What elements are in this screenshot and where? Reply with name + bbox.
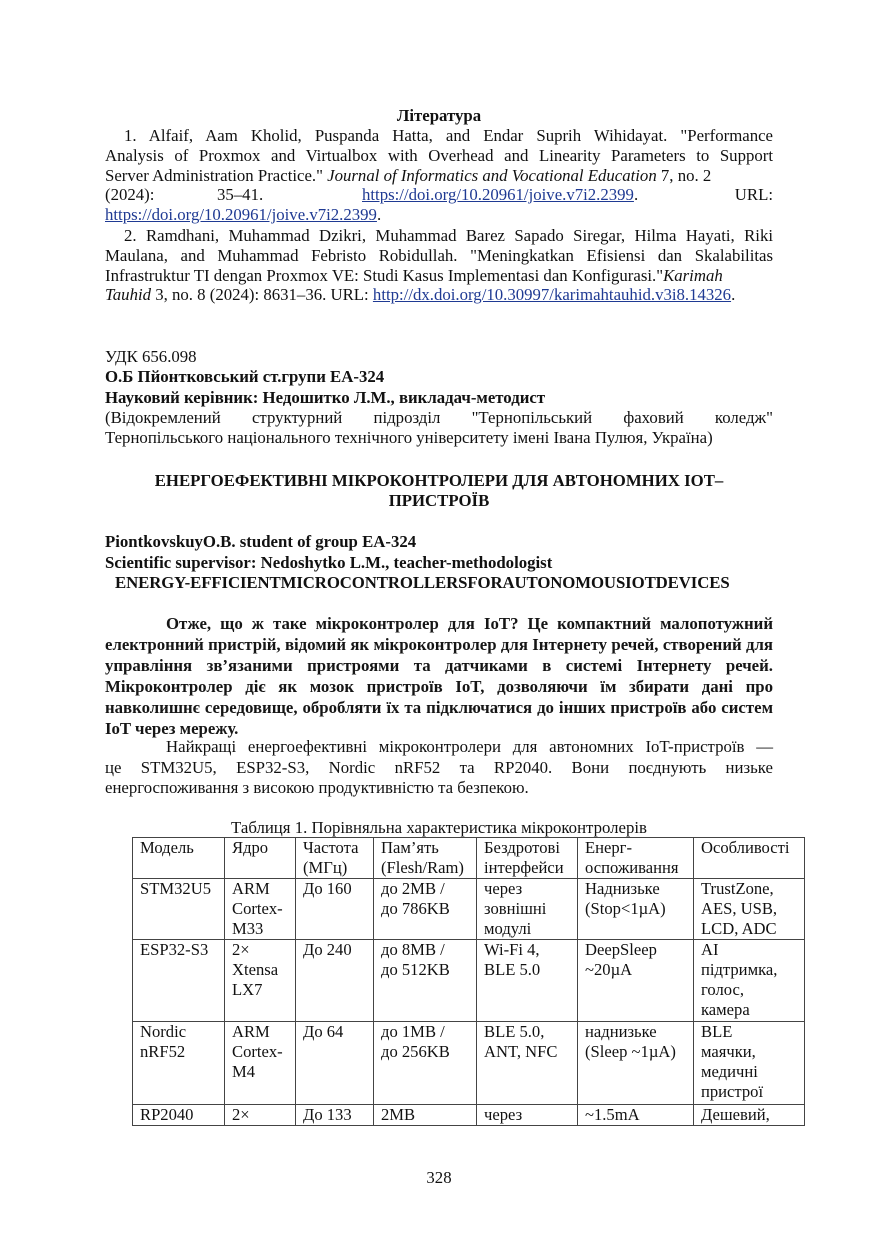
cell-text: 2× [232, 940, 250, 959]
table-row [133, 940, 805, 1022]
cell-text: M33 [232, 919, 264, 938]
table-cell [477, 940, 578, 1022]
cell-text: ARM [232, 1022, 270, 1041]
cell-text: M4 [232, 1062, 256, 1081]
cell-text: ~1.5mA [585, 1105, 640, 1124]
cell-text: ESP32-S3 [140, 940, 209, 959]
affiliation [105, 408, 773, 448]
table-cell [296, 940, 374, 1022]
paragraph-line: навколишнє середовище, обробляти їх та підключатися до інших пристроїв або систем [105, 698, 773, 717]
paragraph-line: управління зв’язаними пристроями та датчиками в системі Інтернету речей. [105, 656, 773, 675]
table-header-cell [133, 838, 225, 879]
table-cell [694, 879, 805, 940]
cell-text: до 256KB [381, 1042, 450, 1061]
title-line: ПРИСТРОЇВ [388, 490, 490, 510]
cell-text: зовнішні [484, 899, 547, 918]
reference-line: 2. Ramdhani, Muhammad Dzikri, Muhammad Barez Sapado Siregar, Hilma Hayati, Riki [124, 226, 773, 245]
reference-item-2 [105, 226, 773, 305]
cell-text: Особливості [701, 838, 790, 857]
cell-text: LCD, ADC [701, 919, 777, 938]
affiliation-line: Тернопільського національного технічного університету імені Івана Пулюя, Україна) [105, 427, 713, 447]
cell-text: До 64 [303, 1022, 344, 1041]
reference-line: Infrastruktur TI dengan Proxmox VE: Studi Kasus Implementasi dan Konfigurasi."Karimah [105, 265, 723, 285]
table-cell [477, 1022, 578, 1105]
journal-title: Tauhid [105, 285, 152, 305]
table-cell [133, 1022, 225, 1105]
cell-text: голос, [701, 980, 744, 999]
table-cell [296, 1105, 374, 1126]
table-cell [694, 940, 805, 1022]
cell-text: AES, USB, [701, 899, 778, 918]
table-header-cell [578, 838, 694, 879]
cell-text: ANT, NFC [484, 1042, 558, 1061]
udc-code: УДК 656.098 [105, 347, 197, 366]
cell-text: Пам’ять [381, 838, 439, 857]
cell-text: наднизьке [585, 1022, 657, 1041]
table-cell [374, 940, 477, 1022]
reference-line: (2024): 35–41. https://doi.org/10.20961/joive.v7i2.2399. URL: [105, 185, 773, 205]
cell-text: RP2040 [140, 1105, 194, 1124]
table-cell [133, 940, 225, 1022]
table-row [133, 879, 805, 940]
cell-text: nRF52 [140, 1042, 186, 1061]
table-cell [477, 879, 578, 940]
table-header-cell [694, 838, 805, 879]
cell-text: Cortex- [232, 899, 283, 918]
cell-text: До 133 [303, 1105, 352, 1124]
cell-text: пристрої [701, 1082, 764, 1101]
cell-text: ARM [232, 879, 270, 898]
supervisor-line: Науковий керівник: Недошитко Л.М., викладач-методист [105, 388, 546, 407]
cell-text: (Stop<1µA) [585, 899, 666, 918]
cell-text: BLE [701, 1022, 733, 1041]
cell-text: до 786KB [381, 899, 450, 918]
table-cell [225, 1105, 296, 1126]
cell-text: (Flesh/Ram) [381, 858, 464, 877]
cell-text: До 240 [303, 940, 352, 959]
table-header-row [133, 838, 805, 879]
references-heading: Література [396, 106, 482, 125]
cell-text: (МГц) [303, 858, 348, 877]
reference-line: https://doi.org/10.20961/joive.v7i2.2399. [105, 205, 382, 225]
table-cell [225, 1022, 296, 1105]
cell-text: AI [701, 940, 719, 959]
reference-line: 1. Alfaif, Aam Kholid, Puspanda Hatta, and Endar Suprih Wihidayat. "Performance [124, 126, 773, 145]
table-cell [374, 879, 477, 940]
cell-text: До 160 [303, 879, 352, 898]
cell-text: через [484, 879, 523, 898]
paragraph-line: Отже, що ж таке мікроконтролер для IoT? Це компактний малопотужний [166, 614, 773, 633]
cell-text: Cortex- [232, 1042, 283, 1061]
cell-text: до 1MB / [381, 1022, 445, 1041]
cell-text: BLE 5.0 [484, 960, 541, 979]
author-line: О.Б Пйонтковський ст.групи ЕА-324 [105, 367, 385, 386]
cell-text: інтерфейси [484, 858, 564, 877]
table-row [133, 1022, 805, 1105]
reference-line: Analysis of Proxmox and Virtualbox with Overhead and Linearity Parameters to Support [105, 145, 773, 165]
paragraph-line: електронний пристрій, відомий як мікроконтролер для Інтернету речей, створений для [105, 635, 773, 654]
cell-text: Xtensa [232, 960, 279, 979]
cell-text: до 2MB / [381, 879, 445, 898]
table-header-cell [477, 838, 578, 879]
cell-text: BLE 5.0, [484, 1022, 545, 1041]
affiliation-line: (Відокремлений структурний підрозділ "Тернопільський фаховий коледж" [105, 408, 773, 427]
body-paragraph-1 [105, 613, 773, 739]
title-line: ЕНЕРГОЕФЕКТИВНІ МІКРОКОНТРОЛЕРИ ДЛЯ АВТОНОМНИХ IOT– [154, 471, 724, 490]
cell-text: (Sleep ~1µA) [585, 1042, 676, 1061]
cell-text: камера [701, 1000, 750, 1019]
table-cell [296, 879, 374, 940]
cell-text: до 8MB / [381, 940, 445, 959]
cell-text: маячки, [701, 1042, 756, 1061]
cell-text: Ядро [232, 838, 269, 857]
table-cell [578, 1022, 694, 1105]
cell-text: Дешевий, [701, 1105, 770, 1124]
table-cell [225, 940, 296, 1022]
cell-text: 2× [232, 1105, 250, 1124]
cell-text: Енерг- [585, 838, 633, 857]
cell-text: DeepSleep [585, 940, 657, 959]
page-number: 328 [426, 1168, 452, 1187]
body-paragraph-2 [105, 737, 773, 799]
table-header-cell [374, 838, 477, 879]
journal-title: Journal of Informatics and Vocational Education [327, 165, 657, 185]
paragraph-line: Найкращі енергоефективні мікроконтролери для автономних IoT-пристроїв — [166, 737, 773, 756]
cell-text: Модель [140, 838, 194, 857]
table-cell [225, 879, 296, 940]
cell-text: медичні [701, 1062, 758, 1081]
article-title-en: ENERGY-EFFICIENTMICROCONTROLLERSFORAUTONOMOUSIOTDEVICES [115, 573, 730, 592]
table-row [133, 1105, 805, 1126]
table-cell [578, 940, 694, 1022]
cell-text: STM32U5 [140, 879, 211, 898]
cell-text: через [484, 1105, 523, 1124]
cell-text: Wi-Fi 4, [484, 940, 540, 959]
cell-text: модулі [484, 919, 532, 938]
table-cell [133, 1105, 225, 1126]
paragraph-line: енергоспоживання з високою продуктивністю та безпекою. [105, 778, 529, 797]
cell-text: оспоживання [585, 858, 679, 877]
supervisor-line-en: Scientific supervisor: Nedoshytko L.M., teacher-methodologist [105, 553, 553, 572]
table-cell [296, 1022, 374, 1105]
reference-item-1 [105, 126, 773, 225]
reference-line: Maulana, and Muhammad Febristo Robidullah. "Meningkatkan Efisiensi dan Skalabilitas [105, 245, 773, 265]
cell-text: Частота [303, 838, 359, 857]
paragraph-line: IoT через мережу. [105, 719, 239, 738]
article-title-ua [105, 471, 773, 511]
cell-text: 2MB [381, 1105, 416, 1124]
reference-line: Tauhid 3, no. 8 (2024): 8631–36. URL: http://dx.doi.org/10.30997/karimahtauhid.v3i8.14326. [105, 285, 736, 305]
table-cell [374, 1022, 477, 1105]
paragraph-line: це STM32U5, ESP32-S3, Nordic nRF52 та RP2040. Вони поєднують низьке [105, 757, 773, 777]
author-line-en: PiontkovskuyO.B. student of group EA-324 [105, 532, 417, 551]
table-cell [578, 1105, 694, 1126]
table-cell [578, 879, 694, 940]
table-cell [477, 1105, 578, 1126]
table-cell [133, 879, 225, 940]
cell-text: LX7 [232, 980, 263, 999]
url-link[interactable]: http://dx.doi.org/10.30997/karimahtauhid.v3i8.14326 [372, 285, 732, 305]
cell-text: Nordic [140, 1022, 187, 1041]
table-cell [694, 1022, 805, 1105]
url-link[interactable]: https://doi.org/10.20961/joive.v7i2.2399 [105, 205, 377, 225]
cell-text: Бездротові [484, 838, 560, 857]
table-caption: Таблиця 1. Порівняльна характеристика мікроконтролерів [231, 818, 647, 837]
paragraph-line: Мікроконтролер діє як мозок пристроїв IoT, дозволяючи їм збирати дані про [105, 677, 773, 696]
doi-link[interactable]: https://doi.org/10.20961/joive.v7i2.2399 [362, 185, 634, 205]
cell-text: TrustZone, [701, 879, 774, 898]
reference-line: Server Administration Practice." Journal of Informatics and Vocational Education 7, no. 2 [105, 165, 712, 185]
cell-text: до 512KB [381, 960, 450, 979]
cell-text: Наднизьке [585, 879, 660, 898]
table-header-cell [225, 838, 296, 879]
table-header-cell [296, 838, 374, 879]
comparison-table [132, 837, 805, 1126]
cell-text: ~20µA [585, 960, 633, 979]
table-cell [374, 1105, 477, 1126]
cell-text: підтримка, [701, 960, 778, 979]
table-cell [694, 1105, 805, 1126]
journal-title: Karimah [663, 265, 723, 285]
